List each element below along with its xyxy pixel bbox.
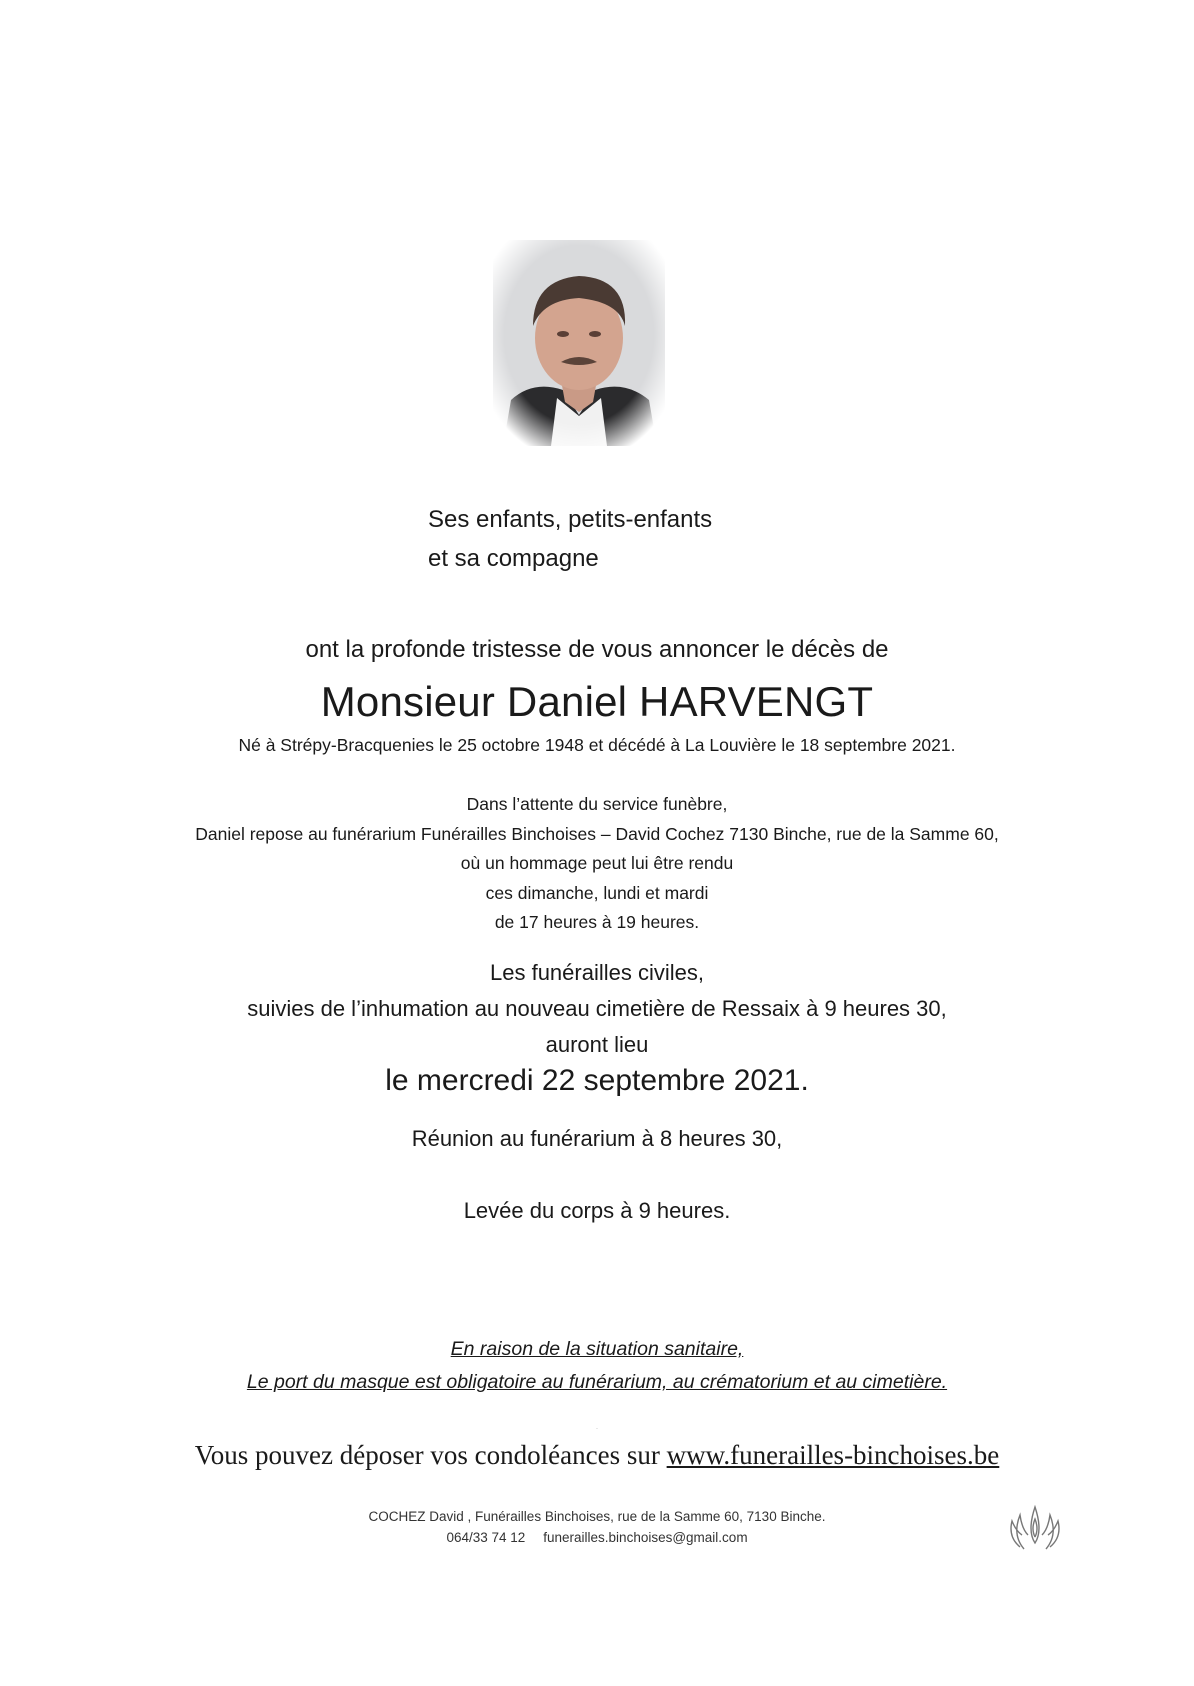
meeting-time: Réunion au funérarium à 8 heures 30, — [411, 1126, 783, 1151]
visitation-line: Dans l’attente du service funèbre, — [466, 794, 728, 814]
funeral-line: Les funérailles civiles, — [490, 960, 704, 985]
condolences-line — [0, 1440, 1194, 1471]
birth-death-details: Né à Strépy-Bracquenies le 25 octobre 1948 et décédé à La Louvière le 18 septembre 2021. — [238, 735, 956, 755]
portrait-photo — [493, 240, 665, 446]
notice-line: Le port du masque est obligatoire au funérarium, au crématorium et au cimetière. — [246, 1371, 948, 1393]
visitation-details — [0, 790, 1194, 938]
visitation-line: de 17 heures à 19 heures. — [494, 912, 700, 932]
levee-time: Levée du corps à 9 heures. — [463, 1198, 731, 1223]
footer-email: funerailles.binchoises@gmail.com — [543, 1530, 748, 1545]
condolences-link[interactable]: www.funerailles-binchoises.be — [666, 1440, 1000, 1470]
visitation-line: ces dimanche, lundi et mardi — [485, 882, 709, 903]
notice-line: En raison de la situation sanitaire, — [450, 1338, 744, 1360]
funeral-details — [0, 955, 1194, 1063]
family-line-2: et sa compagne — [428, 545, 599, 572]
funeral-line: auront lieu — [545, 1032, 649, 1057]
tiny-mark: · — [596, 1426, 598, 1432]
visitation-line: où un hommage peut lui être rendu — [460, 853, 734, 873]
family-line-1: Ses enfants, petits-enfants — [428, 506, 713, 533]
announcement-intro: ont la profonde tristesse de vous annoncer le décès de — [305, 636, 889, 663]
funeral-line: suivies de l’inhumation au nouveau cimetière de Ressaix à 9 heures 30, — [247, 996, 947, 1021]
footer-phone: 064/33 74 12 — [446, 1530, 526, 1545]
footer-address: COCHEZ David , Funérailles Binchoises, rue de la Samme 60, 7130 Binche. — [368, 1509, 826, 1524]
condolences-text: Vous pouvez déposer vos condoléances sur — [194, 1440, 667, 1470]
deceased-name: Monsieur Daniel HARVENGT — [320, 678, 874, 725]
flame-hands-logo-icon — [1000, 1497, 1070, 1557]
sanitary-notice — [0, 1333, 1194, 1399]
visitation-line: Daniel repose au funérarium Funérailles Binchoises – David Cochez 7130 Binche, rue de la Samme 60, — [195, 823, 999, 844]
funeral-date: le mercredi 22 septembre 2021. — [385, 1064, 809, 1097]
